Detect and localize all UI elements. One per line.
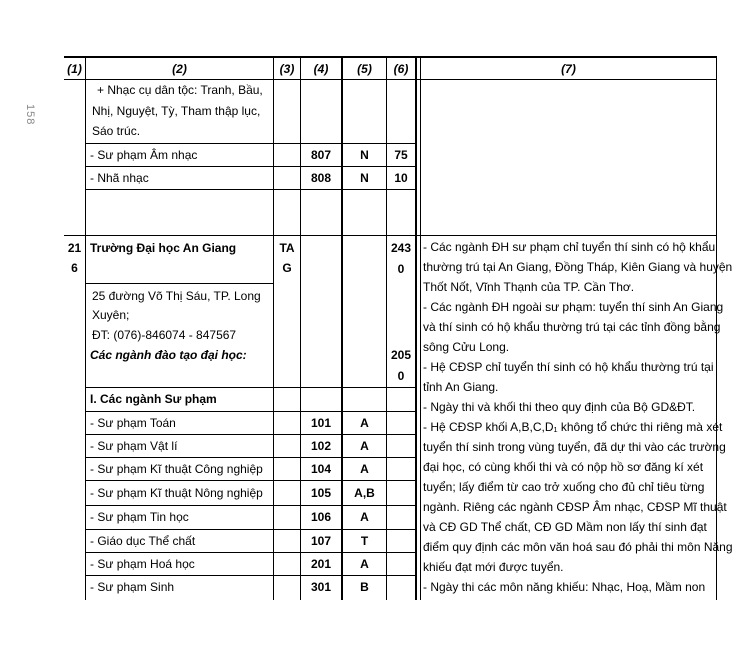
program-code: 201 xyxy=(310,557,332,571)
header-col-3: (3) xyxy=(279,62,295,76)
note-line: - Các ngành ĐH ngoài sư phạm: tuyển thí sinh An Giang xyxy=(423,300,724,314)
program-name: - Sư phạm Vật lí xyxy=(90,439,178,453)
header-col-5: (5) xyxy=(357,62,372,76)
program-block: A xyxy=(360,416,369,430)
program-code: 107 xyxy=(310,534,332,548)
school-symbol: G xyxy=(282,261,292,275)
program-code: 104 xyxy=(310,462,332,476)
row-divider xyxy=(85,480,416,481)
program-name: - Sư phạm Hoá học xyxy=(90,557,195,571)
university-quota: 205 xyxy=(390,348,412,362)
row-divider xyxy=(85,143,416,144)
program-name: - Sư phạm Tin học xyxy=(90,510,189,524)
instruments-line: Sáo trúc. xyxy=(92,124,141,138)
note-line: ngành. Riêng các ngành CĐSP Âm nhạc, CĐSP Mĩ thuật xyxy=(423,500,727,514)
program-name: - Sư phạm Toán xyxy=(90,416,176,430)
school-phone: ĐT: (076)-846074 - 847567 xyxy=(92,328,237,342)
note-line: khiếu đạt mới được tuyển. xyxy=(423,560,564,574)
program-quota: 10 xyxy=(394,171,408,185)
note-line: - Các ngành ĐH sư phạm chỉ tuyển thí sinh có hộ khẩu xyxy=(423,240,716,254)
note-line: sông Cửu Long. xyxy=(423,340,510,354)
page-number: 158 xyxy=(24,104,36,126)
program-code: 101 xyxy=(310,416,332,430)
row-divider xyxy=(85,283,273,284)
program-name: - Nhã nhạc xyxy=(90,171,149,185)
row-divider xyxy=(85,575,416,576)
row-divider xyxy=(85,189,416,190)
column-divider xyxy=(273,56,274,600)
school-total-quota: 0 xyxy=(397,262,405,276)
program-code: 106 xyxy=(310,510,332,524)
header-col-6: (6) xyxy=(393,62,409,76)
program-block: N xyxy=(360,171,369,185)
block-divider xyxy=(64,235,717,236)
note-line: - Hệ CĐSP khối A,B,C,D₁ không tổ chức thi riêng mà xét xyxy=(423,420,723,434)
university-quota: 0 xyxy=(397,369,405,383)
header-col-1: (1) xyxy=(67,62,82,76)
program-name: - Sư phạm Kĩ thuật Nông nghiệp xyxy=(90,486,263,500)
university-programs-label: Các ngành đào tạo đại học: xyxy=(90,348,247,362)
school-stt: 6 xyxy=(71,261,78,275)
note-line: tỉnh An Giang. xyxy=(423,380,499,394)
row-divider xyxy=(85,505,416,506)
program-code: 102 xyxy=(310,439,332,453)
instruments-line: + Nhạc cụ dân tộc: Tranh, Bầu, xyxy=(97,83,263,97)
row-divider xyxy=(85,387,416,388)
program-name: - Giáo dục Thể chất xyxy=(90,534,196,548)
note-line: Thốt Nốt, Vĩnh Thạnh của TP. Cần Thơ. xyxy=(423,280,635,294)
program-quota: 75 xyxy=(394,148,408,162)
program-block: N xyxy=(360,148,369,162)
school-name: Trường Đại học An Giang xyxy=(90,241,237,255)
school-symbol: TA xyxy=(279,241,295,255)
top-border xyxy=(64,56,717,58)
program-block: T xyxy=(360,534,369,548)
note-line: và thí sinh có hộ khẩu thường trú tại các tỉnh đồng bằng xyxy=(423,320,721,334)
note-line: và CĐ GD Thể chất, CĐ GD Mầm non lấy thí sinh đạt xyxy=(423,520,707,534)
program-block: A xyxy=(360,510,369,524)
group-label: I. Các ngành Sư phạm xyxy=(90,392,217,406)
program-block: B xyxy=(360,580,369,594)
column-divider xyxy=(415,56,417,600)
program-code: 105 xyxy=(310,486,332,500)
program-block: A,B xyxy=(354,486,375,500)
program-code: 807 xyxy=(310,148,332,162)
note-line: điểm quy định các môn văn hoá sau đó phải thi môn Năng xyxy=(423,540,733,554)
row-divider xyxy=(85,166,416,167)
column-divider xyxy=(420,56,421,600)
note-line: - Ngày thi và khối thi theo quy định của Bộ GD&ĐT. xyxy=(423,400,696,414)
program-block: A xyxy=(360,557,369,571)
header-col-7: (7) xyxy=(561,62,576,76)
note-line: đại học, có cùng khối thi và có nộp hồ sơ đăng kí xét xyxy=(423,460,704,474)
row-divider xyxy=(85,457,416,458)
program-block: A xyxy=(360,439,369,453)
school-total-quota: 243 xyxy=(390,241,412,255)
note-line: - Ngày thi các môn năng khiếu: Nhạc, Hoạ, Mầm non xyxy=(423,580,706,594)
header-col-4: (4) xyxy=(313,62,329,76)
instruments-line: Nhị, Nguyệt, Tỳ, Tham thập lục, xyxy=(92,104,261,118)
header-col-2: (2) xyxy=(172,62,187,76)
program-code: 301 xyxy=(310,580,332,594)
note-line: - Hệ CĐSP chỉ tuyển thí sinh có hộ khẩu thường trú tại xyxy=(423,360,714,374)
school-address: Xuyên; xyxy=(92,308,130,322)
row-divider xyxy=(85,529,416,530)
row-divider xyxy=(85,434,416,435)
program-name: - Sư phạm Sinh xyxy=(90,580,175,594)
column-divider xyxy=(386,56,387,600)
program-block: A xyxy=(360,462,369,476)
note-line: tuyển thí sinh trong vùng tuyển, đã dự thi vào các trường xyxy=(423,440,726,454)
program-name: - Sư phạm Âm nhạc xyxy=(90,148,198,162)
school-stt: 21 xyxy=(67,241,82,255)
program-name: - Sư phạm Kĩ thuật Công nghiệp xyxy=(90,462,263,476)
row-divider xyxy=(85,552,416,553)
note-line: thường trú tại An Giang, Đồng Tháp, Kiên Giang và huyện xyxy=(423,260,733,274)
program-code: 808 xyxy=(310,171,332,185)
note-line: tuyển; lấy điểm từ cao trở xuống cho đủ chỉ tiêu từng xyxy=(423,480,705,494)
row-divider xyxy=(85,411,416,412)
column-divider xyxy=(85,56,86,600)
school-address: 25 đường Võ Thị Sáu, TP. Long xyxy=(92,289,261,303)
